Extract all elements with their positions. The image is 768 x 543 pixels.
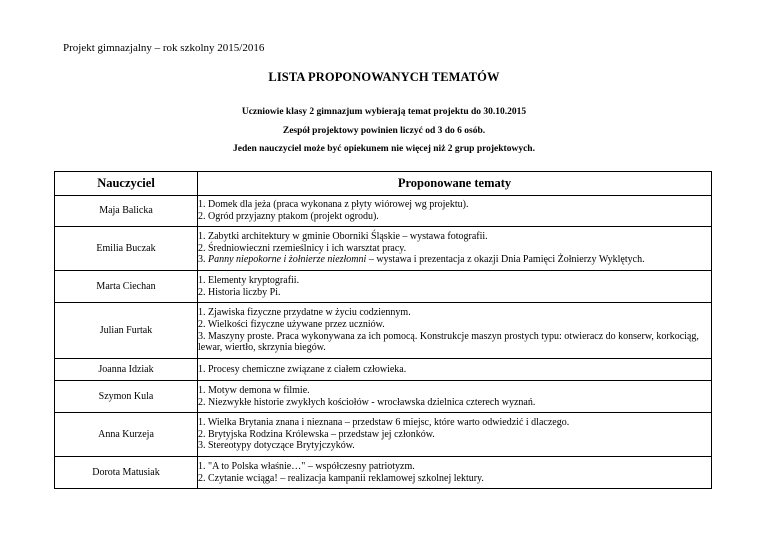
- teacher-name: Marta Ciechan: [55, 271, 198, 303]
- topic-item: 1. Procesy chemiczne związane z ciałem człowieka.: [198, 363, 407, 375]
- teacher-name: Maja Balicka: [55, 196, 198, 227]
- topics-cell: [198, 457, 712, 489]
- teacher-name: Joanna Idziak: [55, 359, 198, 381]
- topic-item: 2. Brytyjska Rodzina Królewska – przedstaw jej członków.: [198, 428, 435, 440]
- note-team-size: Zespół projektowy powinien liczyć od 3 do 6 osób.: [282, 126, 486, 136]
- table-row: [55, 271, 712, 303]
- teacher-name: Emilia Buczak: [55, 227, 198, 271]
- topic-item: 1. Wielka Brytania znana i nieznana – przedstaw 6 miejsc, które warto odwiedzić i dlaczego.: [198, 417, 570, 429]
- project-header-line: Projekt gimnazjalny – rok szkolny 2015/2016: [63, 42, 265, 54]
- topic-item: 1. Domek dla jeża (praca wykonana z płyty wiórowej wg projektu).: [198, 199, 469, 211]
- topics-cell: [198, 271, 712, 303]
- topics-cell: [198, 359, 712, 381]
- topic-item: 1. Zabytki architektury w gminie Oborniki Śląskie – wystawa fotografii.: [198, 231, 488, 243]
- table-row: [55, 413, 712, 457]
- note-teacher-limit: Jeden nauczyciel może być opiekunem nie więcej niż 2 grup projektowych.: [233, 144, 535, 154]
- table-row: [55, 303, 712, 359]
- topic-item: 1. Zjawiska fizyczne przydatne w życiu codziennym.: [198, 307, 411, 319]
- topic-item: 2. Czytanie wciąga! – realizacja kampanii reklamowej szkolnej lektury.: [198, 472, 484, 484]
- teacher-name: Julian Furtak: [55, 303, 198, 359]
- topics-cell: [198, 303, 712, 359]
- topic-italic-title: Panny niepokorne i żołnierze niezłomni: [208, 254, 367, 266]
- document-title: LISTA PROPONOWANYCH TEMATÓW: [268, 70, 500, 84]
- topic-item: 2. Wielkości fizyczne używane przez uczniów.: [198, 318, 385, 330]
- table-row: [55, 457, 712, 489]
- teacher-name: Anna Kurzeja: [55, 413, 198, 457]
- topic-number: 3.: [198, 254, 206, 266]
- topic-item: 3. Maszyny proste. Praca wykonywana za ich pomocą. Konstrukcje maszyn prostych typu: otwieracz do konserw, korkociąg, lewar, wiertło, skrzynia biegów.: [198, 330, 699, 354]
- table-row: [55, 359, 712, 381]
- topics-cell: [198, 227, 712, 271]
- topic-item: 1. "A to Polska właśnie…" – współczesny patriotyzm.: [198, 460, 415, 472]
- topics-cell: [198, 196, 712, 227]
- topic-item: 3. Stereotypy dotyczące Brytyjczyków.: [198, 440, 355, 452]
- topic-item: [198, 254, 711, 266]
- table-row: [55, 196, 712, 227]
- topics-cell: [198, 413, 712, 457]
- note-deadline: Uczniowie klasy 2 gimnazjum wybierają temat projektu do 30.10.2015: [241, 107, 527, 117]
- topic-item: 2. Ogród przyjazny ptakom (projekt ogrodu).: [198, 211, 379, 222]
- topic-description: – wystawa i prezentacja z okazji Dnia Pamięci Żołnierzy Wyklętych.: [368, 254, 645, 266]
- topic-item: 2. Historia liczby Pi.: [198, 286, 281, 298]
- teacher-name: Dorota Matusiak: [55, 457, 198, 489]
- topics-table: [54, 171, 712, 489]
- table-header-row: [55, 172, 712, 196]
- teacher-name: Szymon Kula: [55, 381, 198, 413]
- table-row: [55, 227, 712, 271]
- topic-item: 1. Elementy kryptografii.: [198, 274, 300, 286]
- table-row: [55, 381, 712, 413]
- topic-item: 2. Niezwykłe historie zwykłych kościołów - wrocławska dzielnica czterech wyznań.: [198, 396, 536, 408]
- column-header-topics: Proponowane tematy: [198, 172, 712, 196]
- column-header-teacher: Nauczyciel: [55, 172, 198, 196]
- topic-item: 2. Średniowieczni rzemieślnicy i ich warsztat pracy.: [198, 242, 407, 254]
- topics-cell: [198, 381, 712, 413]
- topic-item: 1. Motyw demona w filmie.: [198, 384, 310, 396]
